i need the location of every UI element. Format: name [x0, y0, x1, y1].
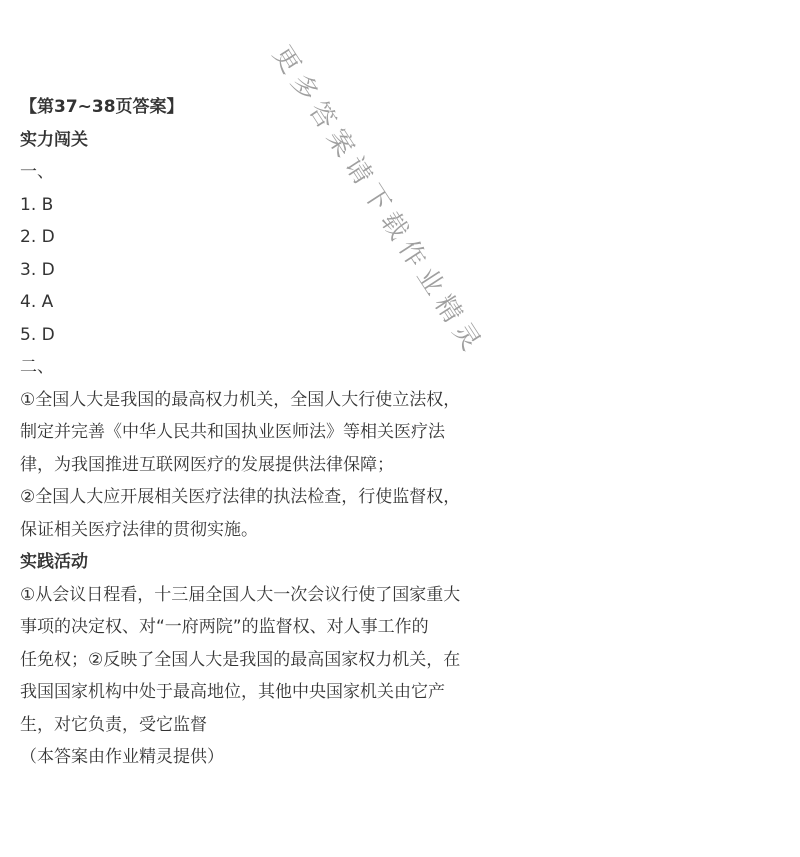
part-two-item-two-line: 保证相关医疗法律的贯彻实施。 [20, 519, 258, 540]
part-two-item-one-line: 制定并完善《中华人民共和国执业医师法》等相关医疗法 [20, 422, 445, 442]
answer-item: 3. D [20, 259, 55, 280]
practice-line: ①从会议日程看，十三届全国人大一次会议行使了国家重大 [20, 584, 461, 605]
answer-item: 5. D [20, 324, 55, 345]
part-two-item-one-line: ①全国人大是我国的最高权力机关，全国人大行使立法权， [20, 389, 461, 410]
source-note: （本答案由作业精灵提供） [20, 747, 224, 767]
answer-content [20, 91, 500, 774]
part-two-label: 二、 [20, 357, 54, 377]
page-title: 【第37~38页答案】 [20, 97, 184, 117]
practice-line: 生，对它负责，受它监督 [20, 714, 207, 735]
part-two-item-two-line: ②全国人大应开展相关医疗法律的执法检查，行使监督权， [20, 487, 461, 507]
practice-line: 任免权；②反映了全国人大是我国的最高国家权力机关，在 [20, 649, 461, 670]
section-title-practice: 实践活动 [20, 552, 88, 572]
practice-line: 我国国家机构中处于最高地位，其他中央国家机关由它产 [20, 682, 445, 702]
part-two-item-one-line: 律，为我国推进互联网医疗的发展提供法律保障； [20, 454, 394, 475]
part-one-label: 一、 [20, 162, 54, 182]
watermark-text: 更多答案请下载作业精灵 [266, 40, 490, 362]
practice-line: 事项的决定权、对“一府两院”的监督权、对人事工作的 [20, 617, 429, 637]
answer-item: 2. D [20, 227, 55, 247]
answer-item: 4. A [20, 292, 54, 312]
answer-item: 1. B [20, 194, 54, 215]
section-title-strength: 实力闯关 [20, 129, 88, 150]
